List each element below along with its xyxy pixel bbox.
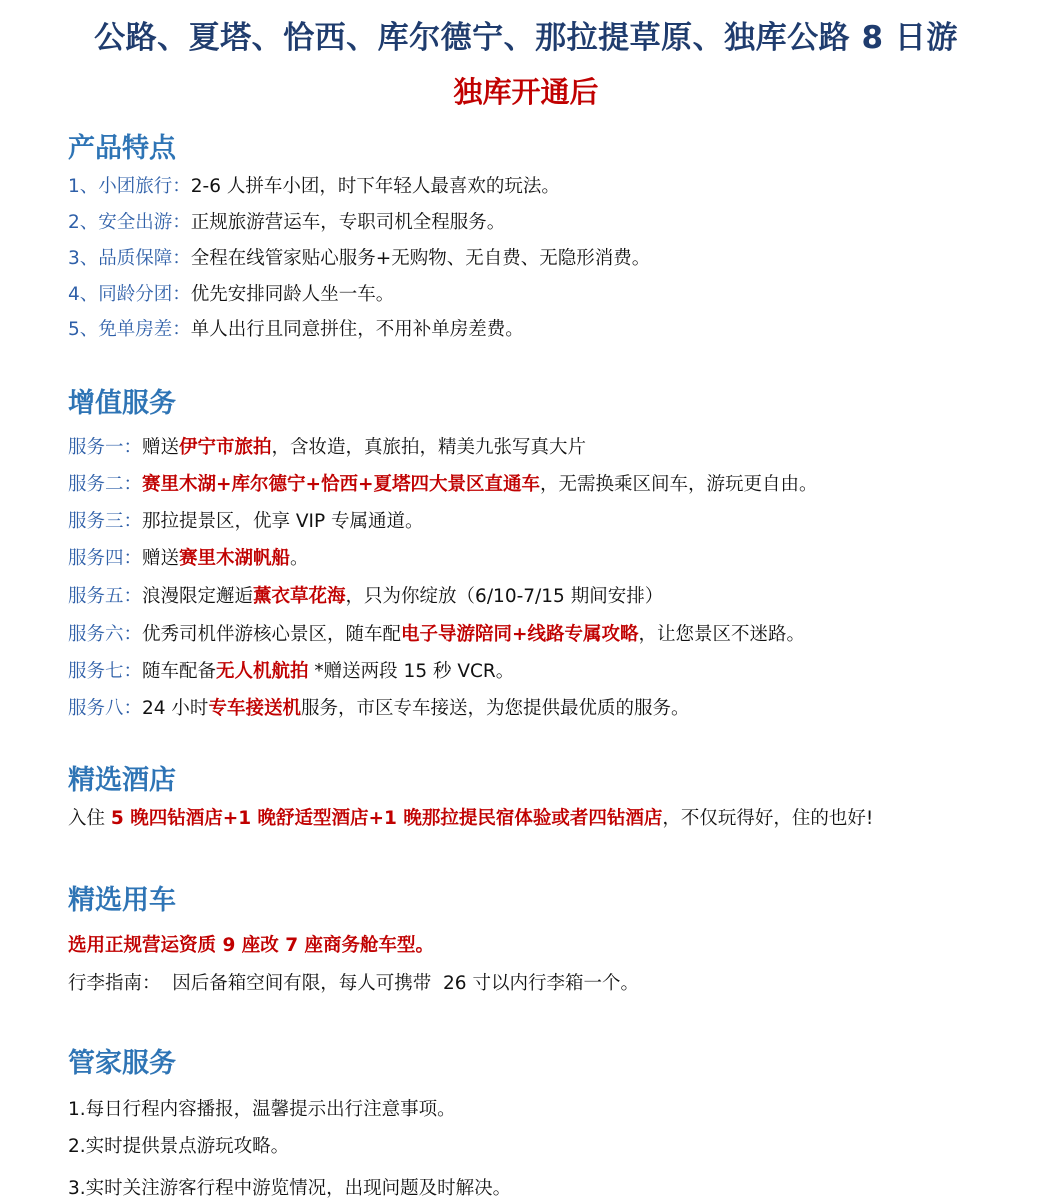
feature-item [68,317,524,343]
service-label: 服务五： [68,586,143,607]
service-text: 优秀司机伴游核心景区，随车配 [142,624,402,645]
feature-text: 正规旅游营运车，专职司机全程服务。 [190,212,506,233]
service-highlight: 赛里木湖+库尔德宁+恰西+夏塔四大景区直通车 [142,474,541,495]
service-highlight: 伊宁市旅拍 [179,437,272,458]
page-title: 公路、夏塔、恰西、库尔德宁、那拉提草原、独库公路 8 日游 [94,20,958,56]
service-text-end: 服务，市区专车接送，为您提供最优质的服务。 [300,698,690,719]
hotel-line [68,806,873,832]
service-text-end: ，无需换乘区间车，游玩更自由。 [540,474,818,495]
service-item [68,659,514,685]
butler-item: 1.每日行程内容播报，温馨提示出行注意事项。 [68,1099,456,1120]
feature-label: 5、免单房差： [68,319,191,340]
hotel-text: 入住 [68,808,111,829]
feature-label: 4、同龄分团： [68,284,191,305]
service-highlight: 薰衣草花海 [253,586,346,607]
service-highlight: 电子导游陪同+线路专属攻略 [401,624,639,645]
feature-item [68,282,394,308]
services-heading: 增值服务 [68,388,176,419]
feature-text: 2-6 人拼车小团，时下年轻人最喜欢的玩法。 [190,176,560,197]
service-highlight: 无人机航拍 [216,661,309,682]
service-item [68,546,309,572]
service-text-end: ，含妆造，真旅拍，精美九张写真大片 [271,437,587,458]
service-label: 服务四： [68,548,143,569]
service-label: 服务七： [68,661,143,682]
service-item [68,696,689,722]
butler-heading: 管家服务 [68,1048,176,1079]
page-subtitle: 独库开通后 [453,75,599,109]
service-label: 服务二： [68,474,143,495]
service-text-end: 。 [290,548,309,569]
hotel-text-end: ，不仅玩得好，住的也好! [662,808,874,829]
service-item [68,509,424,535]
feature-text: 全程在线管家贴心服务+无购物、无自费、无隐形消费。 [190,248,651,269]
service-label: 服务八： [68,698,143,719]
service-text-end: *赠送两段 15 秒 VCR。 [308,661,515,682]
feature-item [68,246,650,272]
luggage-guide: 行李指南： 因后备箱空间有限，每人可携带 26 寸以内行李箱一个。 [68,973,639,994]
car-highlight: 选用正规营运资质 9 座改 7 座商务舱车型。 [68,935,435,956]
feature-text: 单人出行且同意拼住，不用补单房差费。 [190,319,524,340]
hotel-highlight: 5 晚四钻酒店+1 晚舒适型酒店+1 晚那拉提民宿体验或者四钻酒店 [110,808,663,829]
feature-label: 1、小团旅行： [68,176,191,197]
feature-text: 优先安排同龄人坐一车。 [190,284,395,305]
service-text: 浪漫限定邂逅 [142,586,254,607]
car-heading: 精选用车 [68,885,176,916]
service-label: 服务三： [68,511,143,532]
service-highlight: 赛里木湖帆船 [179,548,291,569]
hotel-heading: 精选酒店 [68,765,176,796]
features-heading: 产品特点 [68,133,176,164]
service-item [68,584,663,610]
service-item [68,472,818,498]
butler-item: 3.实时关注游客行程中游览情况，出现问题及时解决。 [68,1178,512,1199]
service-item [68,435,586,461]
feature-label: 3、品质保障： [68,248,191,269]
feature-item [68,174,560,200]
service-text: 那拉提景区，优享 VIP 专属通道。 [142,511,424,532]
service-label: 服务一： [68,437,143,458]
service-label: 服务六： [68,624,143,645]
service-text-end: ，只为你绽放（6/10-7/15 期间安排） [345,586,664,607]
service-text-end: ，让您景区不迷路。 [638,624,806,645]
service-item [68,622,805,648]
service-highlight: 专车接送机 [208,698,301,719]
service-text: 24 小时 [142,698,209,719]
service-text: 赠送 [142,548,180,569]
feature-item [68,210,505,236]
butler-item: 2.实时提供景点游玩攻略。 [68,1136,290,1157]
service-text: 随车配备 [142,661,217,682]
service-text: 赠送 [142,437,180,458]
feature-label: 2、安全出游： [68,212,191,233]
